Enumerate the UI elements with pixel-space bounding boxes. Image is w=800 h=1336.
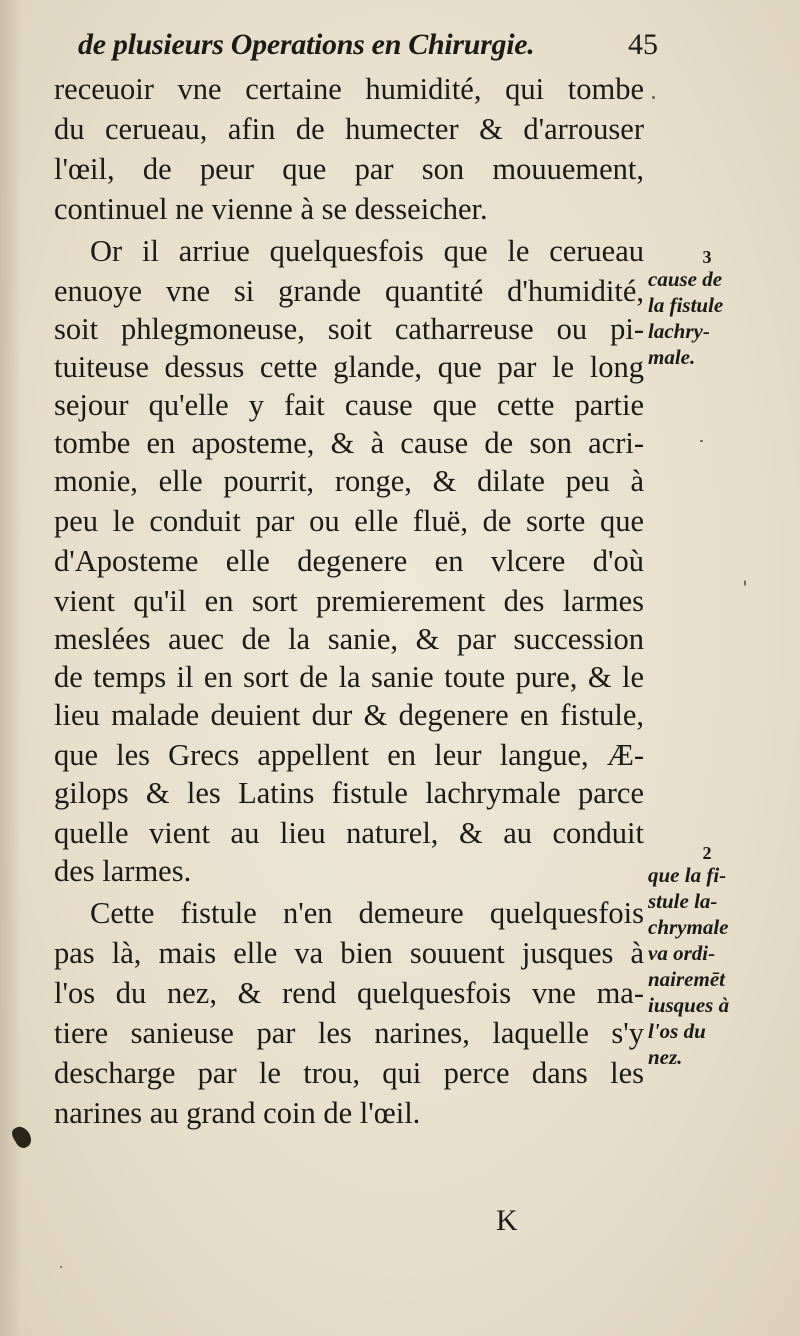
text-line: soit phlegmoneuse, soit catharreuse ou pi- xyxy=(54,312,644,346)
paper-speck xyxy=(652,96,655,99)
text-line: monie, elle pourrit, ronge, & dilate peu à xyxy=(54,464,644,498)
text-line: peu le conduit par ou elle fluë, de sorte que xyxy=(54,504,644,538)
margin-note-line: cause de xyxy=(648,267,723,291)
text-line: l'œil, de peur que par son mouuement, xyxy=(54,152,644,186)
margin-note-line: iusques à xyxy=(648,993,730,1017)
text-line: receuoir vne certaine humidité, qui tombe xyxy=(54,72,644,106)
margin-note-line: male. xyxy=(648,345,696,369)
margin-note-line: l'os du xyxy=(648,1019,706,1043)
text-line: lieu malade deuient dur & degenere en fistule, xyxy=(54,698,644,732)
text-line: enuoye vne si grande quantité d'humidité, xyxy=(54,274,644,308)
text-line: tuiteuse dessus cette glande, que par le long xyxy=(54,350,644,384)
page-number: 45 xyxy=(628,28,658,61)
margin-note-line: nez. xyxy=(648,1045,683,1069)
text-line: Cette fistule n'en demeure quelquesfois xyxy=(90,896,644,930)
margin-note-line: stule la- xyxy=(648,889,718,913)
text-line: que les Grecs appellent en leur langue, Æ- xyxy=(54,738,644,772)
paper-speck xyxy=(744,580,746,586)
margin-note-line: va ordi- xyxy=(648,941,716,965)
text-line: gilops & les Latins fistule lachrymale parce xyxy=(54,776,644,810)
margin-note-number: 3 xyxy=(702,247,712,267)
text-line: d'Aposteme elle degenere en vlcere d'où xyxy=(54,544,644,578)
text-line: meslées auec de la sanie, & par succession xyxy=(54,622,644,656)
signature-mark: K xyxy=(496,1204,518,1237)
text-line: narines au grand coin de l'œil. xyxy=(54,1096,421,1130)
margin-note-fistule xyxy=(648,843,766,1326)
paper-speck xyxy=(700,440,703,442)
text-line: tiere sanieuse par les narines, laquelle s'y xyxy=(54,1016,644,1050)
text-line: sejour qu'elle y fait cause que cette partie xyxy=(54,388,644,422)
margin-note-line: lachry- xyxy=(648,319,710,343)
text-line: des larmes. xyxy=(54,854,192,888)
margin-note-cause xyxy=(648,247,766,730)
margin-note-line: nairemēt xyxy=(648,967,725,991)
text-line: de temps il en sort de la sanie toute pure, & le xyxy=(54,660,644,694)
running-title: de plusieurs Operations en Chirurgie. xyxy=(78,28,535,61)
margin-note-line: chrymale xyxy=(648,915,729,939)
margin-note-line: la fistule xyxy=(648,293,724,317)
text-line: Or il arriue quelquesfois que le cerueau xyxy=(90,234,644,268)
text-line: l'os du nez, & rend quelquesfois vne ma- xyxy=(54,976,644,1010)
text-line: quelle vient au lieu naturel, & au conduit xyxy=(54,816,644,850)
margin-note-number: 2 xyxy=(702,843,712,863)
text-line: pas là, mais elle va bien souuent jusques à xyxy=(54,936,644,970)
text-line: tombe en aposteme, & à cause de son acri- xyxy=(54,426,644,460)
text-line: du cerueau, afin de humecter & d'arrouser xyxy=(54,112,644,146)
paper-speck xyxy=(60,1266,62,1268)
text-line: continuel ne vienne à se desseicher. xyxy=(54,192,488,226)
text-line: vient qu'il en sort premierement des larmes xyxy=(54,584,644,618)
text-line: descharge par le trou, qui perce dans les xyxy=(54,1056,644,1090)
page-header xyxy=(78,28,658,68)
margin-note-line: que la fi- xyxy=(648,863,727,887)
